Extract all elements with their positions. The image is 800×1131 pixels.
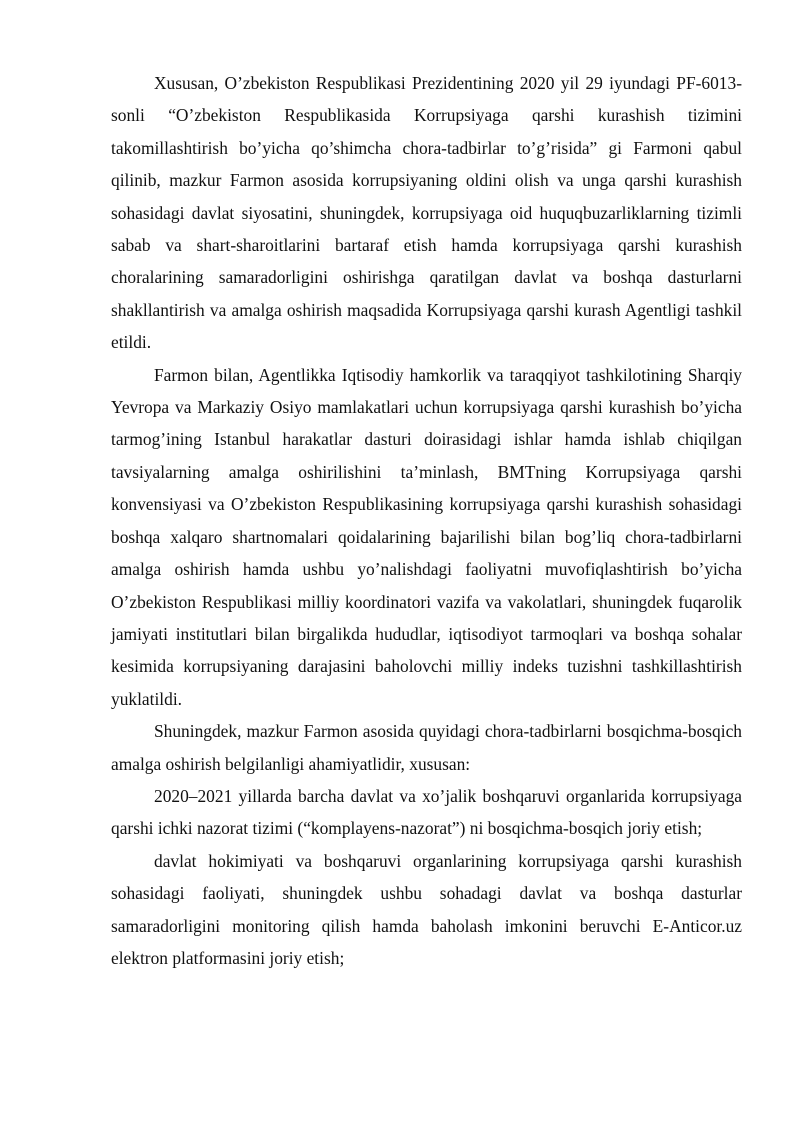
paragraph-3: Shuningdek, mazkur Farmon asosida quyidagi chora-tadbirlarni bosqichma-bosqich amalga oshirish belgilanligi ahamiyatlidir, xususan: xyxy=(111,721,742,774)
document-body xyxy=(111,67,742,974)
paragraph-4: 2020–2021 yillarda barcha davlat va xo’jalik boshqaruvi organlarida korrupsiyaga qarshi ichki nazorat tizimi (“komplayens-nazorat”) ni bosqichma-bosqich joriy etish; xyxy=(111,785,742,839)
paragraph-2: Farmon bilan, Agentlikka Iqtisodiy hamkorlik va taraqqiyot tashkilotining Sharqiy Yevropa va Markaziy Osiyo mamlakatlari uchun korrupsiyaga qarshi kurashish bo’yicha tarmog’ining Istanbul harakatlar dasturi doirasidagi ishlar hamda ishlab chiqilgan tavsiyalarning amalga oshirilishini ta’minlash, BMTning Korrupsiyaga qarshi konvensiyasi va O’zbekiston Respublikasining korrupsiyaga qarshi kurashish sohasidagi boshqa xalqaro shartnomalari qoidalarining bajarilishi bilan bog’liq chora-tadbirlarni amalga oshirish hamda ushbu yo’nalishdagi faoliyatni muvofiqlashtirish bo’yicha O’zbekiston Respublikasi milliy koordinatori vazifa va vakolatlari, shuningdek fuqarolik jamiyati institutlari bilan birgalikda hududlar, iqtisodiyot tarmoqlari va boshqa sohalar kesimida korrupsiyaning darajasini baholovchi milliy indeks tuzishni tashkillashtirish yuklatildi. xyxy=(111,364,742,709)
paragraph-5: davlat hokimiyati va boshqaruvi organlarining korrupsiyaga qarshi kurashish sohasidagi faoliyati, shuningdek ushbu sohadagi davlat va boshqa dasturlar samaradorligini monitoring qilish hamda baholash imkonini beruvchi E-Anticor.uz elektron platformasini joriy etish; xyxy=(111,850,742,968)
paragraph-1: Xususan, O’zbekiston Respublikasi Prezidentining 2020 yil 29 iyundagi PF-6013-sonli “O’zbekiston Respublikasida Korrupsiyaga qarshi kurashish tizimini takomillashtirish bo’yicha qo’shimcha chora-tadbirlar to’g’risida” gi Farmoni qabul qilinib, mazkur Farmon asosida korrupsiyaning oldini olish va unga qarshi kurashish sohasidagi davlat siyosatini, shuningdek, korrupsiyaga oid huquqbuzarliklarning tizimli sabab va shart-sharoitlarini bartaraf etish hamda korrupsiyaga qarshi kurashish choralarining samaradorligini oshirishga qaratilgan davlat va boshqa dasturlarni shakllantirish va amalga oshirish maqsadida Korrupsiyaga qarshi kurash Agentligi tashkil etildi. xyxy=(111,73,742,353)
